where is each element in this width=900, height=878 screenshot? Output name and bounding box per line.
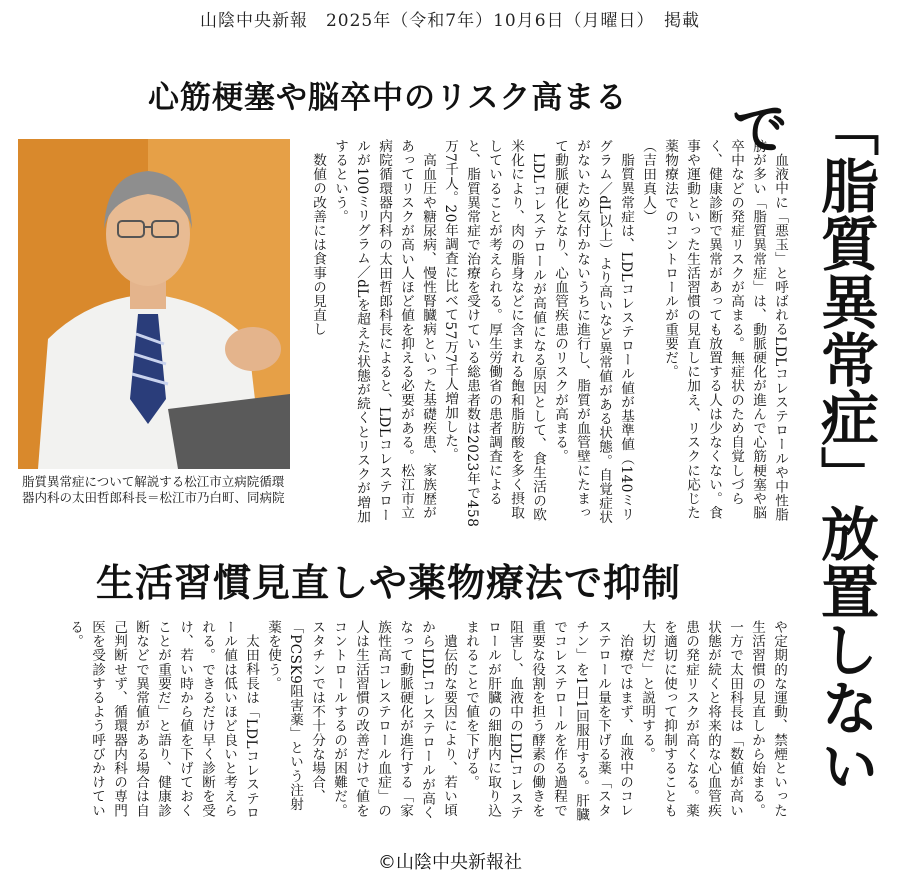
copyright-notice: ©山陰中央新報社 (378, 852, 522, 873)
doctor-portrait-image (18, 139, 290, 469)
article-paragraph: や定期的な運動、禁煙といった生活習慣の見直しから始まる。一方で太田科長は「数値が高い状態が続くと将来的な心血管疾患の発症リスクが高くなる。薬を適切に使って抑制することも大切だ」と説明する。 (639, 620, 787, 818)
article-body-top (296, 139, 791, 529)
byline: （吉田真人） (640, 139, 656, 224)
article-paragraph: LDLコレステロールが高値になる原因として、食生活の欧米化により、肉の脂身などに含まれる飽和脂肪酸を多く摂取していることが考えられる。厚生労働省の患者調査によると、脂質異常症で治療を受けている総患者数は2023年で458万7千人。20年調査に比べて57万7千人増加した。 (442, 139, 546, 528)
masthead: 山陰中央新報 2025年（令和7年）10月6日（月曜日） 掲載 (199, 11, 701, 31)
article-paragraph: 太田科長は「LDLコレステロール値は低いほど良いと考えられる。できるだけ早く診断を受け、若い時から値を下げておくことが重要だ」と語り、健康診断などで異常値がある場合は自己判断せず、循環器内科の専門医を受診するよう呼びかけている。 (67, 620, 259, 820)
article-paragraph: 数値の改善には食事の見直し (310, 152, 326, 336)
main-headline: 「脂質異常症」放置しないで (721, 98, 879, 794)
article-paragraph: 遺伝的な要因により、若い頃からLDLコレステロールが高くなって動脈硬化が進行する「家族性高コレステロール血症」の人は生活習慣の改善だけで値をコントロールするのが困難だ。スタチンでは不十分な場合、「PCSK9阻害薬」という注射薬を使う。 (265, 620, 457, 820)
article-paragraph: 高血圧や糖尿病、慢性腎臓病といった基礎疾患、家族歴があってリスクが高い人ほど値を抑える必要がある。松江市立病院循環器内科の太田哲郎科長によると、LDLコレステロールが100ミリグラム／dLを超えた状態が続くとリスクが増加するという。 (332, 139, 436, 524)
article-paragraph: 治療ではまず、血液中のコレステロール量を下げる薬「スタチン」を1日1回服用する。肝臓でコレステロールを作る過程で重要な役割を担う酵素の働きを阻害し、血液中のLDLコレステロールが肝臓の細胞内に取り込まれることで値を下げる。 (463, 620, 633, 822)
photo-caption: 脂質異常症について解説する松江市立病院循環器内科の太田哲郎科長＝松江市乃白町、同病院 (22, 474, 285, 505)
subheadline-middle: 生活習慣見直しや薬物療法で抑制 (96, 561, 682, 605)
article-paragraph: 血液中に「悪玉」と呼ばれるLDLコレステロールや中性脂肪が多い「脂質異常症」は、動脈硬化が進んで心筋梗塞や脳卒中などの発症リスクが高まる。無症状のため自覚しづらく、健康診断で異常があっても放置する人は少なくない。食事や運動といった生活習慣の見直しに加え、リスクに応じた薬物療法でのコントロールが重要だ。 (662, 139, 788, 522)
article-paragraph: 脂質異常症は、LDLコレステロール値が基準値（140ミリグラム／dL以上）より高いなど異常値がある状態。自覚症状がないため気付かないうちに進行し、脂質が血管壁にたまって動脈硬化となり、心血管疾患のリスクが高まる。 (552, 139, 634, 525)
article-photo (18, 139, 290, 469)
article-body-bottom (20, 620, 790, 825)
subheadline-top: 心筋梗塞や脳卒中のリスク高まる (148, 80, 628, 116)
